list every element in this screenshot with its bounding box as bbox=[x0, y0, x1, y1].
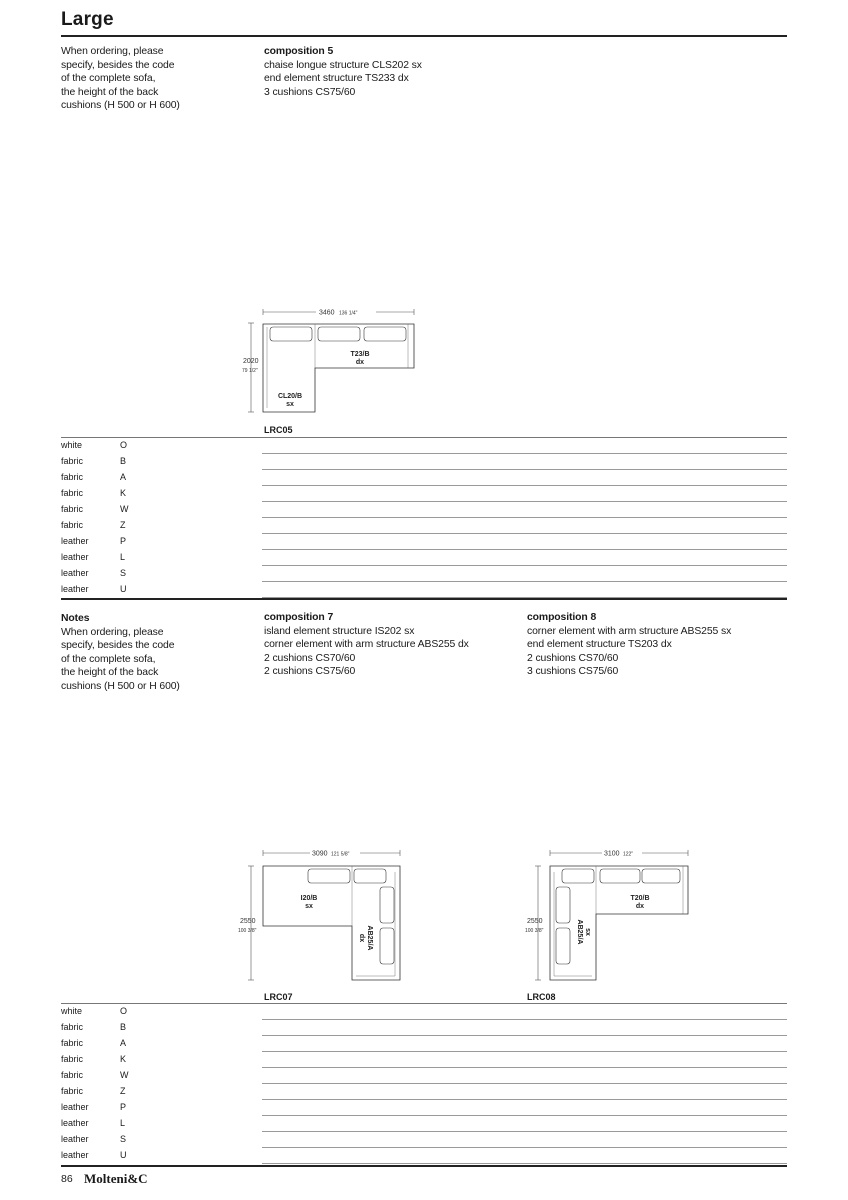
depth-inch: 100 3/8" bbox=[525, 928, 544, 934]
finish-row bbox=[61, 1116, 787, 1132]
note-line: When ordering, please bbox=[61, 626, 164, 638]
module-label: T20/B bbox=[630, 895, 650, 902]
finish-material: fabric bbox=[61, 1038, 84, 1048]
module-label: AB25/A bbox=[366, 925, 373, 951]
module-label: sx bbox=[584, 928, 591, 936]
finish-material: leather bbox=[61, 584, 89, 594]
finish-material: white bbox=[61, 1006, 83, 1016]
finish-row bbox=[61, 1148, 787, 1164]
note-line: the height of the back bbox=[61, 86, 159, 98]
finish-material: fabric bbox=[61, 488, 84, 498]
finish-code: U bbox=[120, 584, 127, 594]
finish-code: Z bbox=[120, 1086, 126, 1096]
finish-code: A bbox=[120, 1038, 127, 1048]
composition-line: end element structure TS233 dx bbox=[264, 73, 409, 85]
finish-code: O bbox=[120, 440, 128, 450]
finish-material: fabric bbox=[61, 1022, 84, 1032]
cushion bbox=[380, 887, 394, 923]
cushion bbox=[318, 327, 360, 341]
cushion bbox=[270, 327, 312, 341]
cushion bbox=[556, 928, 570, 964]
finish-row bbox=[61, 1036, 787, 1052]
finish-material: leather bbox=[61, 1150, 89, 1160]
composition-7 bbox=[264, 611, 469, 679]
finish-code: O bbox=[120, 1006, 128, 1016]
composition-line: 2 cushions CS70/60 bbox=[264, 652, 356, 664]
finish-material: fabric bbox=[61, 456, 84, 466]
finish-material: leather bbox=[61, 536, 89, 546]
finish-row bbox=[61, 550, 787, 566]
module-label: dx bbox=[355, 359, 365, 366]
finish-row bbox=[61, 582, 787, 598]
depth-inch: 79 1/2" bbox=[242, 368, 258, 374]
finish-code: L bbox=[120, 1118, 126, 1128]
finish-code: W bbox=[120, 1070, 129, 1080]
width-inch: 121 5/8" bbox=[331, 851, 350, 858]
note-line: of the complete sofa, bbox=[61, 653, 156, 665]
finish-material: leather bbox=[61, 568, 89, 578]
finish-row bbox=[61, 1132, 787, 1148]
finish-material: fabric bbox=[61, 520, 84, 530]
composition-line: 3 cushions CS75/60 bbox=[264, 86, 356, 98]
cushion bbox=[364, 327, 406, 341]
finish-material: leather bbox=[61, 1118, 89, 1128]
module-label: AB25/A bbox=[576, 919, 583, 945]
composition-heading: composition 8 bbox=[527, 612, 597, 623]
ordering-notes bbox=[61, 45, 180, 113]
section-rule bbox=[61, 598, 787, 600]
finish-material: leather bbox=[61, 1102, 89, 1112]
finish-code: S bbox=[120, 1134, 127, 1144]
width-value: 3100 bbox=[604, 850, 620, 858]
finish-code: K bbox=[120, 1054, 127, 1064]
composition-5 bbox=[264, 45, 422, 99]
finish-code: B bbox=[120, 1022, 127, 1032]
title-rule bbox=[61, 35, 787, 37]
price-line bbox=[262, 1163, 787, 1164]
module-label: dx bbox=[358, 933, 365, 943]
cushion bbox=[354, 869, 386, 883]
finish-code: S bbox=[120, 568, 127, 578]
note-line: the height of the back bbox=[61, 667, 159, 679]
note-line: cushions (H 500 or H 600) bbox=[61, 100, 180, 112]
finish-code: K bbox=[120, 488, 127, 498]
finish-row bbox=[61, 486, 787, 502]
note-line: When ordering, please bbox=[61, 46, 164, 57]
brand-logo: Molteni&C bbox=[84, 1171, 148, 1186]
finish-code: Z bbox=[120, 520, 126, 530]
composition-heading: composition 7 bbox=[264, 612, 334, 623]
sofa-diagram-lrc05 bbox=[236, 300, 436, 420]
finish-row bbox=[61, 454, 787, 470]
cushion bbox=[600, 869, 640, 883]
cushion bbox=[380, 928, 394, 964]
sofa-diagram-lrc08 bbox=[520, 842, 700, 987]
finish-material: leather bbox=[61, 1134, 89, 1144]
cushion bbox=[642, 869, 680, 883]
cushion bbox=[562, 869, 594, 883]
finish-code: B bbox=[120, 456, 127, 466]
composition-line: end element structure TS203 dx bbox=[527, 639, 672, 651]
finish-code: P bbox=[120, 1102, 127, 1112]
width-value: 3090 bbox=[312, 850, 328, 858]
depth-value: 2020 bbox=[243, 358, 259, 365]
finish-code: U bbox=[120, 1150, 127, 1160]
note-line: specify, besides the code bbox=[61, 59, 175, 71]
module-label: T23/B bbox=[350, 351, 370, 358]
module-label: CL20/B bbox=[277, 393, 303, 400]
composition-line: corner element with arm structure ABS255 sx bbox=[527, 625, 732, 637]
finish-row bbox=[61, 1004, 787, 1020]
composition-line: 3 cushions CS75/60 bbox=[527, 666, 619, 678]
composition-8 bbox=[527, 611, 731, 679]
composition-line: chaise longue structure CLS202 sx bbox=[264, 59, 422, 71]
module-label: dx bbox=[635, 903, 645, 910]
note-line: cushions (H 500 or H 600) bbox=[61, 680, 180, 692]
finish-row bbox=[61, 534, 787, 550]
finish-row bbox=[61, 470, 787, 486]
finish-row bbox=[61, 438, 787, 454]
cushion bbox=[308, 869, 350, 883]
finish-row bbox=[61, 1100, 787, 1116]
finish-material: fabric bbox=[61, 1070, 84, 1080]
finish-row bbox=[61, 1084, 787, 1100]
finish-code: P bbox=[120, 536, 127, 546]
finish-material: fabric bbox=[61, 1086, 84, 1096]
depth-inch: 100 3/8" bbox=[238, 928, 257, 934]
finish-code: A bbox=[120, 472, 127, 482]
composition-code: LRC07 bbox=[264, 992, 293, 1002]
page-title: Large bbox=[61, 9, 114, 30]
composition-line: 2 cushions CS70/60 bbox=[527, 652, 619, 664]
finish-material: white bbox=[61, 440, 83, 450]
finish-row bbox=[61, 502, 787, 518]
depth-value: 2550 bbox=[240, 918, 256, 925]
finish-row bbox=[61, 1068, 787, 1084]
finish-row bbox=[61, 1052, 787, 1068]
footer-rule bbox=[61, 1165, 787, 1167]
finish-code: L bbox=[120, 552, 126, 562]
finish-row bbox=[61, 566, 787, 582]
width-value: 3460 bbox=[319, 309, 335, 317]
composition-line: 2 cushions CS75/60 bbox=[264, 666, 356, 678]
composition-heading: composition 5 bbox=[264, 46, 334, 57]
module-label: sx bbox=[305, 903, 313, 910]
finish-row bbox=[61, 1020, 787, 1036]
note-line: specify, besides the code bbox=[61, 640, 175, 652]
composition-line: island element structure IS202 sx bbox=[264, 625, 415, 637]
width-inch: 122" bbox=[623, 851, 634, 858]
note-line: of the complete sofa, bbox=[61, 73, 156, 85]
finish-material: leather bbox=[61, 552, 89, 562]
composition-code: LRC08 bbox=[527, 992, 556, 1002]
module-label: sx bbox=[286, 401, 294, 408]
composition-code: LRC05 bbox=[264, 425, 293, 435]
cushion bbox=[556, 887, 570, 923]
module-label: I20/B bbox=[300, 895, 318, 902]
notes-heading: Notes bbox=[61, 613, 90, 624]
notes-block bbox=[61, 612, 180, 694]
width-inch: 136 1/4" bbox=[339, 310, 358, 317]
depth-value: 2550 bbox=[527, 918, 543, 925]
finish-material: fabric bbox=[61, 472, 84, 482]
sofa-diagram-lrc07 bbox=[232, 842, 422, 987]
page-number: 86 bbox=[61, 1173, 73, 1185]
finish-material: fabric bbox=[61, 504, 84, 514]
finish-material: fabric bbox=[61, 1054, 84, 1064]
finish-row bbox=[61, 518, 787, 534]
finish-code: W bbox=[120, 504, 129, 514]
composition-line: corner element with arm structure ABS255 dx bbox=[264, 639, 469, 651]
